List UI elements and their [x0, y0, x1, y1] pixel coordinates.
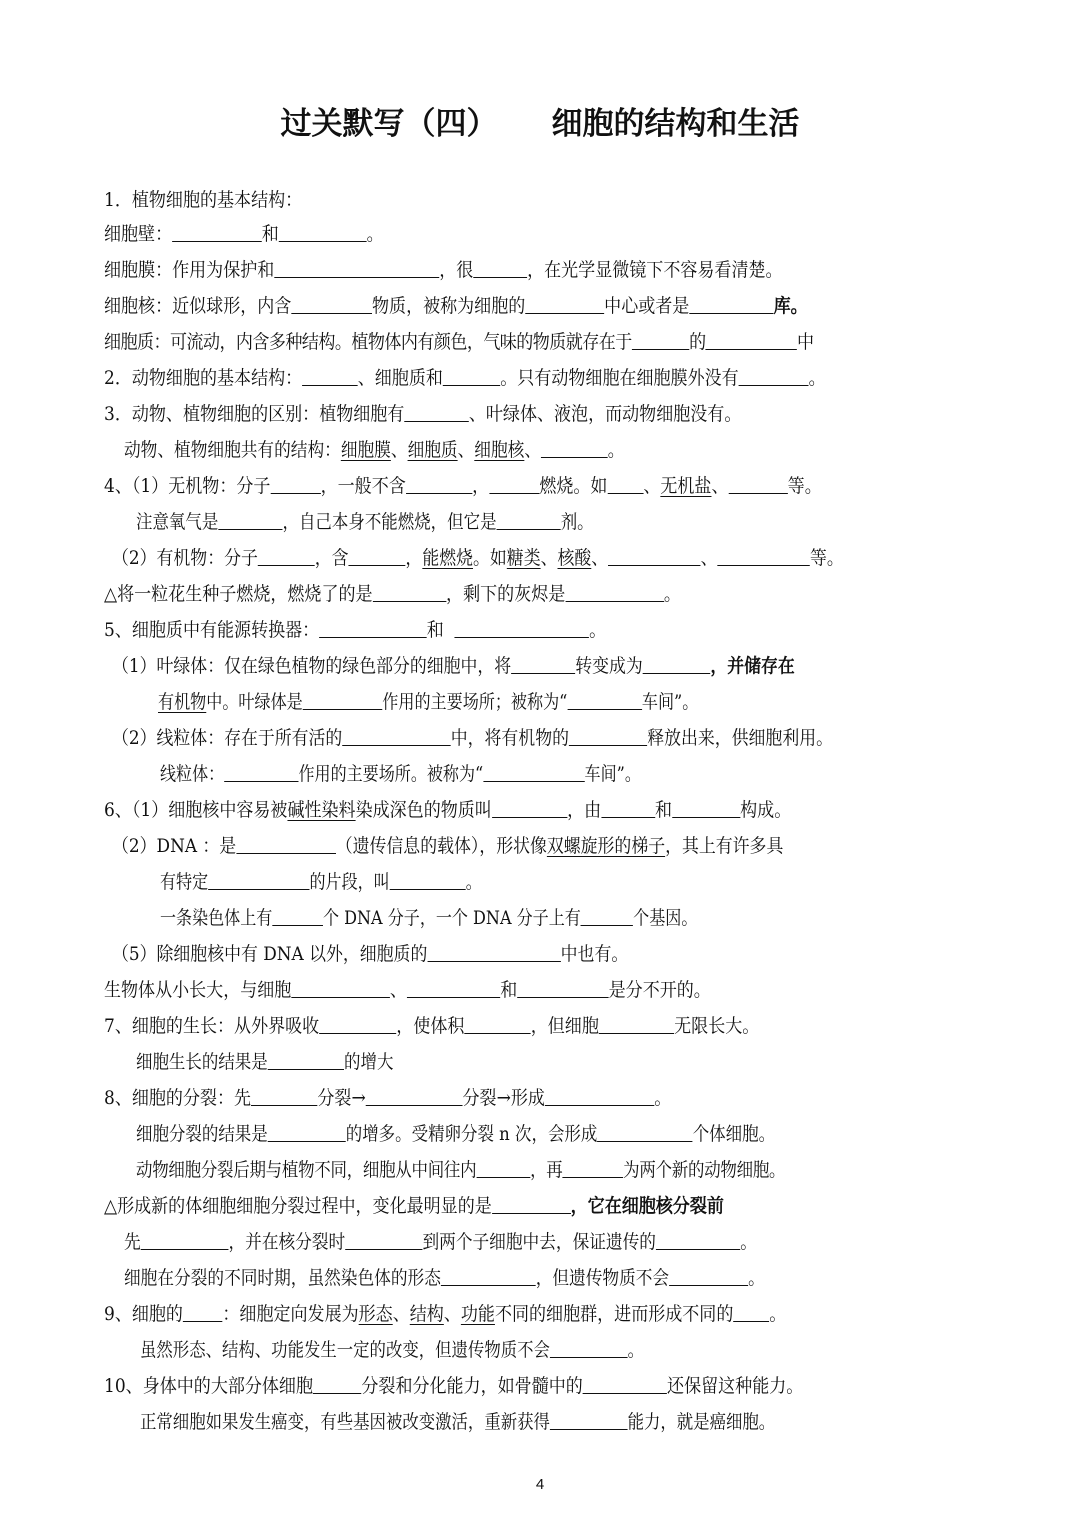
q1-heading: 1．植物细胞的基本结构： [104, 189, 303, 211]
blank[interactable] [706, 328, 797, 350]
blank[interactable] [608, 544, 700, 566]
blank[interactable] [319, 616, 427, 638]
blank[interactable] [313, 1372, 361, 1394]
blank[interactable] [270, 472, 320, 494]
blank[interactable] [291, 292, 372, 314]
q5-mitochondria-line: （2）线粒体：存在于所有活的 中，将有机物的 释放出来，供细胞利用。 [112, 724, 1072, 752]
blank[interactable] [739, 364, 809, 386]
q6-chromosome-line: 一条染色体上有 个 DNA 分子，一个 DNA 分子上有 个基因。 [160, 904, 1072, 932]
blank[interactable] [172, 220, 262, 242]
blank[interactable] [236, 832, 336, 854]
triangle-note-2-line-2: 先 ，并在核分裂时 到两个子细胞中去，保证遗传的 。 [124, 1228, 1072, 1256]
blank[interactable] [258, 544, 315, 566]
q9-line-2: 虽然形态、结构、功能发生一定的改变，但遗传物质不会 。 [140, 1336, 1072, 1364]
q10-line-2: 正常细胞如果发生癌变，有些基因被改变激活，重新获得 能力，就是癌细胞。 [140, 1408, 1072, 1436]
line-cell-wall: 细胞壁： 和 。 [104, 220, 1072, 248]
q5-mitochondria-line-2: 线粒体： 作用的主要场所。被称为“ 车间”。 [160, 760, 1072, 788]
blank[interactable] [272, 904, 323, 926]
q7-result-line: 细胞生长的结果是 的增大 [136, 1048, 1072, 1076]
triangle-note-1: △将一粒花生种子燃烧，燃烧了的是 ，剩下的灰烬是 。 [104, 580, 1072, 608]
blank[interactable] [729, 472, 788, 494]
blank[interactable] [443, 364, 500, 386]
blank[interactable] [441, 1264, 536, 1286]
q6-dna-line-2: 有特定 的片段，叫 。 [160, 868, 1072, 896]
blank[interactable] [473, 256, 527, 278]
triangle-note-2: △形成新的体细胞细胞分裂过程中，变化最明显的是 ，它在细胞核分裂前 [104, 1192, 1072, 1220]
blank[interactable] [541, 436, 608, 458]
blank[interactable] [643, 652, 711, 674]
blank[interactable] [427, 940, 560, 962]
blank[interactable] [517, 976, 608, 998]
blank[interactable] [291, 976, 390, 998]
q6-line: 6、（1）细胞核中容易被碱性染料染成深色的物质叫 ，由 和 构成。 [104, 796, 1072, 824]
line-cell-membrane: 细胞膜：作用为保护和 ，很 ，在光学显微镜下不容易看清楚。 [104, 256, 1072, 284]
blank[interactable] [251, 1084, 317, 1106]
blank[interactable] [718, 544, 810, 566]
q3-common-line: 动物、植物细胞共有的结构：细胞膜、细胞质、细胞核、 。 [124, 436, 1072, 464]
q5-chloroplast-line: （1）叶绿体：仅在绿色植物的绿色部分的细胞中，将 转变成为 ，并储存在 [112, 652, 1072, 680]
growth-line: 生物体从小长大，与细胞 、 和 是分不开的。 [104, 976, 1072, 1004]
q4-oxygen-line: 注意氧气是 ，自己本身不能燃烧，但它是 剂。 [136, 508, 1072, 536]
blank[interactable] [319, 1012, 396, 1034]
blank[interactable] [497, 508, 561, 530]
blank[interactable] [581, 904, 633, 926]
q9-line: 9、细胞的 ：细胞定向发展为形态、结构、功能不同的细胞群，进而形成不同的 。 [104, 1300, 1072, 1328]
blank[interactable] [404, 400, 469, 422]
blank[interactable] [565, 580, 664, 602]
blank[interactable] [366, 1084, 463, 1106]
blank[interactable] [268, 1120, 346, 1142]
blank[interactable] [569, 724, 647, 746]
blank[interactable] [607, 472, 643, 494]
blank[interactable] [268, 1048, 344, 1070]
line-cytoplasm: 细胞质：可流动，内含多种结构。植物体内有颜色，气味的物质就存在于 的 中 [104, 328, 1072, 356]
blank[interactable] [464, 1012, 530, 1034]
blank[interactable] [601, 796, 655, 818]
blank[interactable] [669, 1264, 748, 1286]
blank[interactable] [218, 508, 282, 530]
q5-chloroplast-line-2: 有机物中。叶绿体是 作用的主要场所；被称为“ 车间”。 [158, 688, 1072, 716]
q7-line: 7、细胞的生长：从外界吸收 ，使体积 ，但细胞 无限长大。 [104, 1012, 1072, 1040]
triangle-note-2-line-3: 细胞在分裂的不同时期，虽然染色体的形态 ，但遗传物质不会 。 [124, 1264, 1072, 1292]
blank[interactable] [349, 544, 406, 566]
blank[interactable] [342, 724, 450, 746]
q10-line: 10、身体中的大部分体细胞 分裂和分化能力，如骨髓中的 还保留这种能力。 [104, 1372, 1072, 1400]
blank[interactable] [492, 1192, 571, 1214]
blank[interactable] [562, 1156, 623, 1178]
blank[interactable] [407, 976, 500, 998]
blank[interactable] [583, 1372, 667, 1394]
blank[interactable] [373, 580, 446, 602]
q5-heading: 5、细胞质中有能源转换器： 和 。 [104, 616, 1072, 644]
blank[interactable] [550, 1408, 628, 1430]
line-nucleus: 细胞核：近似球形，内含 物质，被称为细胞的 中心或者是 库。 [104, 292, 1072, 320]
q8-animal-line: 动物细胞分裂后期与植物不同，细胞从中间往内 ，再 为两个新的动物细胞。 [136, 1156, 1072, 1184]
blank[interactable] [224, 760, 298, 782]
blank[interactable] [733, 1300, 769, 1322]
blank[interactable] [492, 796, 567, 818]
q4-inorganic-line: 4、（1）无机物：分子 ，一般不含 ， 燃烧。如 、无机盐、 等。 [104, 472, 1072, 500]
blank[interactable] [406, 472, 472, 494]
blank[interactable] [489, 472, 539, 494]
blank[interactable] [632, 328, 689, 350]
blank[interactable] [545, 1084, 654, 1106]
blank[interactable] [672, 796, 740, 818]
q4-organic-line: （2）有机物：分子 ，含 ，能燃烧。如糖类、核酸、 、 等。 [112, 544, 1072, 572]
blank[interactable] [550, 1336, 628, 1358]
q6-cytoplasm-dna-line: （5）除细胞核中有 DNA 以外，细胞质的 中也有。 [112, 940, 1072, 968]
blank[interactable] [597, 1120, 692, 1142]
blank[interactable] [303, 688, 383, 710]
blank[interactable] [689, 292, 773, 314]
blank[interactable] [525, 292, 604, 314]
blank[interactable] [599, 1012, 674, 1034]
blank[interactable] [141, 1228, 229, 1250]
q2-line: 2．动物细胞的基本结构： 、细胞质和 。只有动物细胞在细胞膜外没有 。 [104, 364, 1072, 392]
page-title: 过关默写（四） 细胞的结构和生活 [280, 106, 800, 142]
blank[interactable] [274, 256, 439, 278]
q8-line: 8、细胞的分裂：先 分裂→ 分裂→形成 。 [104, 1084, 1072, 1112]
blank[interactable] [567, 688, 641, 710]
page-number: 4 [535, 1476, 545, 1493]
q8-result-line: 细胞分裂的结果是 的增多。受精卵分裂 n 次，会形成 个体细胞。 [136, 1120, 1072, 1148]
q3-line: 3．动物、植物细胞的区别：植物细胞有 、叶绿体、液泡，而动物细胞没有。 [104, 400, 1072, 428]
blank[interactable] [483, 760, 584, 782]
blank[interactable] [279, 220, 367, 242]
blank[interactable] [511, 652, 575, 674]
blank[interactable] [302, 364, 358, 386]
blank[interactable] [183, 1300, 222, 1322]
blank[interactable] [345, 1228, 422, 1250]
blank[interactable] [390, 868, 466, 890]
blank[interactable] [476, 1156, 530, 1178]
blank[interactable] [656, 1228, 740, 1250]
blank[interactable] [455, 616, 589, 638]
q6-dna-line: （2）DNA ：是 （遗传信息的载体），形状像双螺旋形的梯子，其上有许多具 [112, 832, 1072, 860]
blank[interactable] [208, 868, 309, 890]
